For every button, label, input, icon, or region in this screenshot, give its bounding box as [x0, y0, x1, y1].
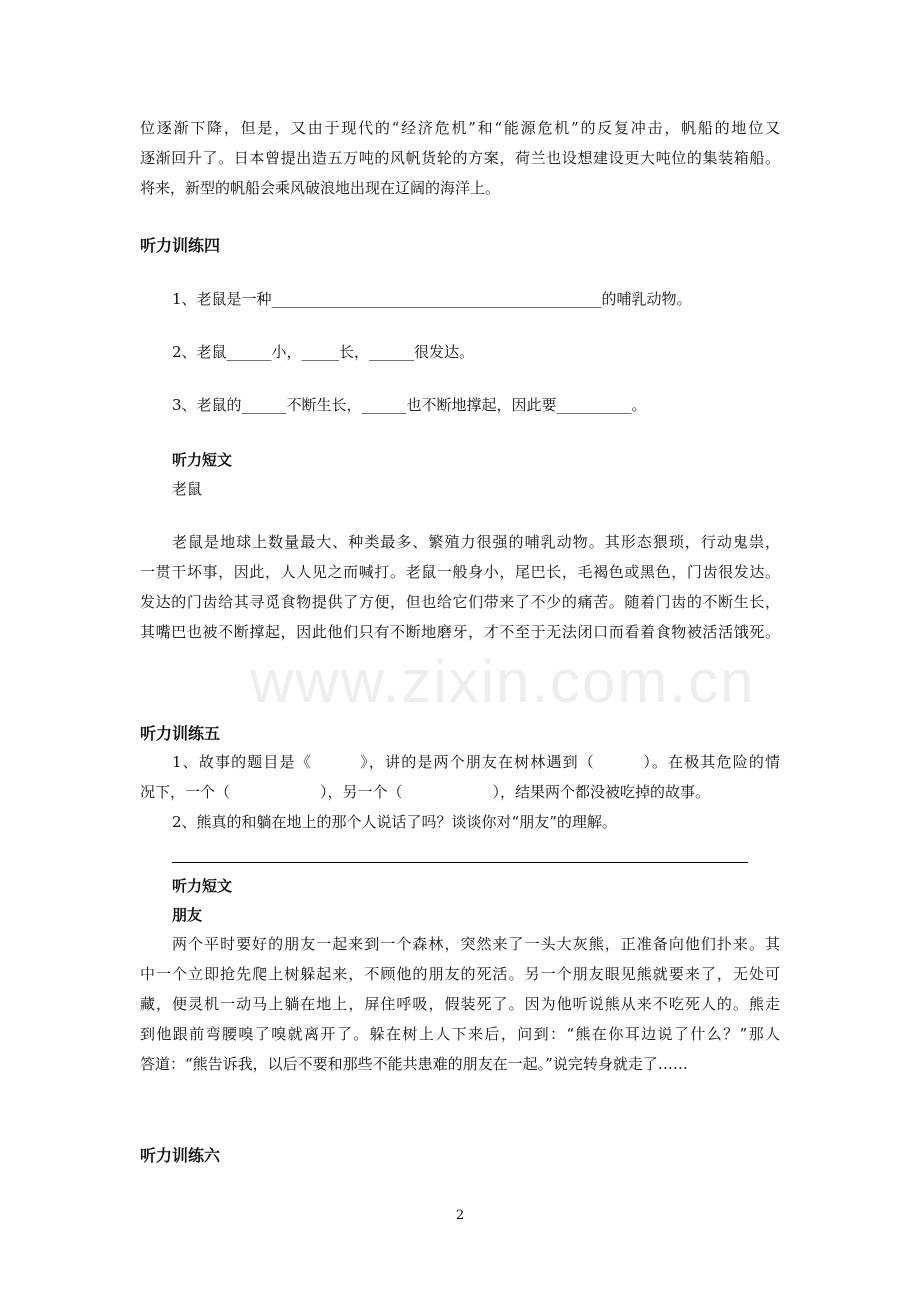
passage-title: 朋友	[172, 906, 203, 924]
page-number: 2	[455, 1208, 465, 1223]
passage-line: 老鼠是地球上数量最大、种类最多、繁殖力很强的哺乳动物。其形态猥琐，行动鬼祟，	[172, 533, 780, 551]
question: 2、老鼠______小，_____长，______很发达。	[172, 343, 475, 361]
question-line: 1、故事的题目是《 》，讲的是两个朋友在树林遇到（ ）。在极其危险的情	[172, 753, 780, 771]
passage-line: 一贯干坏事，因此，人人见之而喊打。老鼠一般身小，尾巴长，毛褐色或黑色，门齿很发达。	[140, 563, 780, 581]
intro-line: 将来，新型的帆船会乘风破浪地出现在辽阔的海洋上。	[140, 179, 501, 197]
section5-title: 听力训练五	[140, 724, 221, 743]
question: 3、老鼠的______不断生长，______也不断地撑起，因此要__________。	[172, 396, 647, 414]
passage-label: 听力短文	[172, 877, 233, 895]
question-line: 2、熊真的和躺在地上的那个人说话了吗？谈谈你对“朋友”的理解。	[172, 813, 617, 831]
passage-line: 其嘴巴也被不断撑起，因此他们只有不断地磨牙，才不至于无法闭口而看着食物被活活饿死。	[140, 623, 780, 641]
passage-line: 到他跟前弯腰嗅了嗅就离开了。躲在树上人下来后，问到：“熊在你耳边说了什么？”那人	[140, 1025, 780, 1043]
passage-line: 中一个立即抢先爬上树躲起来，不顾他的朋友的死活。另一个朋友眼见熊就要来了，无处可	[140, 965, 780, 983]
passage-title: 老鼠	[172, 480, 203, 498]
question: 1、老鼠是一种____________________________________________的哺乳动物。	[172, 290, 692, 308]
watermark: www.zixin.com.cn	[250, 648, 756, 715]
passage-line: 藏，便灵机一动马上躺在地上，屏住呼吸，假装死了。因为他听说熊从来不吃死人的。熊走	[140, 995, 780, 1013]
intro-line: 逐渐回升了。日本曾提出造五万吨的风帆货轮的方案，荷兰也设想建设更大吨位的集装箱船。	[140, 149, 780, 167]
section6-title: 听力训练六	[140, 1146, 221, 1165]
passage-line: 答道：“熊告诉我，以后不要和那些不能共患难的朋友在一起。”说完转身就走了……	[140, 1055, 688, 1073]
answer-line	[172, 862, 748, 863]
passage-label: 听力短文	[172, 451, 233, 469]
passage-line: 发达的门齿给其寻觅食物提供了方便，但也给它们带来了不少的痛苦。随着门齿的不断生长，	[140, 593, 780, 611]
passage-line: 两个平时要好的朋友一起来到一个森林，突然来了一头大灰熊，正准备向他们扑来。其	[172, 935, 780, 953]
intro-line: 位逐渐下降，但是，又由于现代的“经济危机”和“能源危机”的反复冲击，帆船的地位又	[140, 119, 780, 137]
question-line: 况下，一个（ ），另一个（ ），结果两个都没被吃掉的故事。	[140, 783, 711, 801]
section4-title: 听力训练四	[140, 236, 221, 255]
